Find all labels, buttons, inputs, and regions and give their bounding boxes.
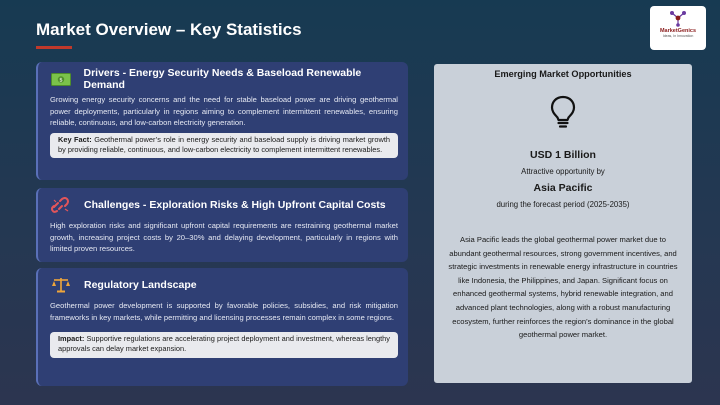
title-underline (36, 46, 72, 49)
lightbulb-icon (548, 95, 578, 129)
impact-label: Impact: (58, 334, 85, 344)
opportunity-title: Emerging Market Opportunities (494, 69, 632, 79)
impact-callout (50, 332, 398, 357)
challenges-card (36, 188, 408, 262)
regulatory-card (36, 268, 408, 386)
scales-icon (50, 277, 72, 293)
molecule-icon (668, 9, 688, 27)
regulatory-title: Regulatory Landscape (84, 279, 197, 291)
drivers-card (36, 62, 408, 180)
forecast-period: during the forecast period (2025-2035) (496, 200, 630, 209)
svg-text:$: $ (58, 77, 63, 84)
key-fact-callout (50, 133, 398, 158)
key-fact-text: Geothermal power’s role in energy security and baseload supply is driving market growth by providing reliable, continuous, and low-carbon electricity to complement intermittent renewables. (58, 134, 390, 154)
opportunity-description: Asia Pacific leads the global geothermal power market due to abundant geothermal resources, strong government incentives, and strategic investments in renewable energy infrastructure in countries like Indonesia, the Philippines, and Japan. Significant focus on enhanced geothermal systems, hybrid renewable integration, and advanced plant technologies, along with a robust manufacturing ecosystem, further reinforces the region’s dominance in the global geothermal power market. (448, 235, 678, 340)
impact-text: Supportive regulations are accelerating project deployment and investment, whereas lengthy approvals can delay market expansion. (58, 334, 390, 354)
page-title: Market Overview – Key Statistics (36, 20, 302, 39)
drivers-text: Growing energy security concerns and the need for stable baseload power are driving geothermal power deployments, particularly in regions aiming to complement intermittent renewables, ensuring reliable, continuous, and low-carbon electricity generation. (50, 95, 398, 128)
drivers-title: Drivers - Energy Security Needs & Baseload Renewable Demand (83, 67, 362, 91)
logo-tagline: Ideas, In Innovation (662, 34, 694, 38)
opportunity-caption: Attractive opportunity by (521, 167, 605, 176)
challenges-title: Challenges - Exploration Risks & High Upfront Capital Costs (84, 199, 386, 211)
opportunity-panel (434, 64, 692, 383)
company-logo (650, 6, 706, 50)
logo-name: MarketGenics (659, 28, 697, 34)
opportunity-region: Asia Pacific (533, 182, 593, 194)
broken-link-icon (50, 197, 72, 213)
money-icon (50, 71, 71, 87)
key-fact-label: Key Fact: (58, 134, 92, 144)
opportunity-value: USD 1 Billion (530, 149, 596, 161)
regulatory-text: Geothermal power development is supported by favorable policies, subsidies, and risk mitigation frameworks in key markets, while permitting and licensing processes remain complex in some regions. (50, 301, 398, 322)
challenges-text: High exploration risks and significant upfront capital requirements are restraining geothermal market growth, increasing project costs by 20–30% and delaying development, particularly in regions with limited proven resources. (50, 221, 398, 254)
